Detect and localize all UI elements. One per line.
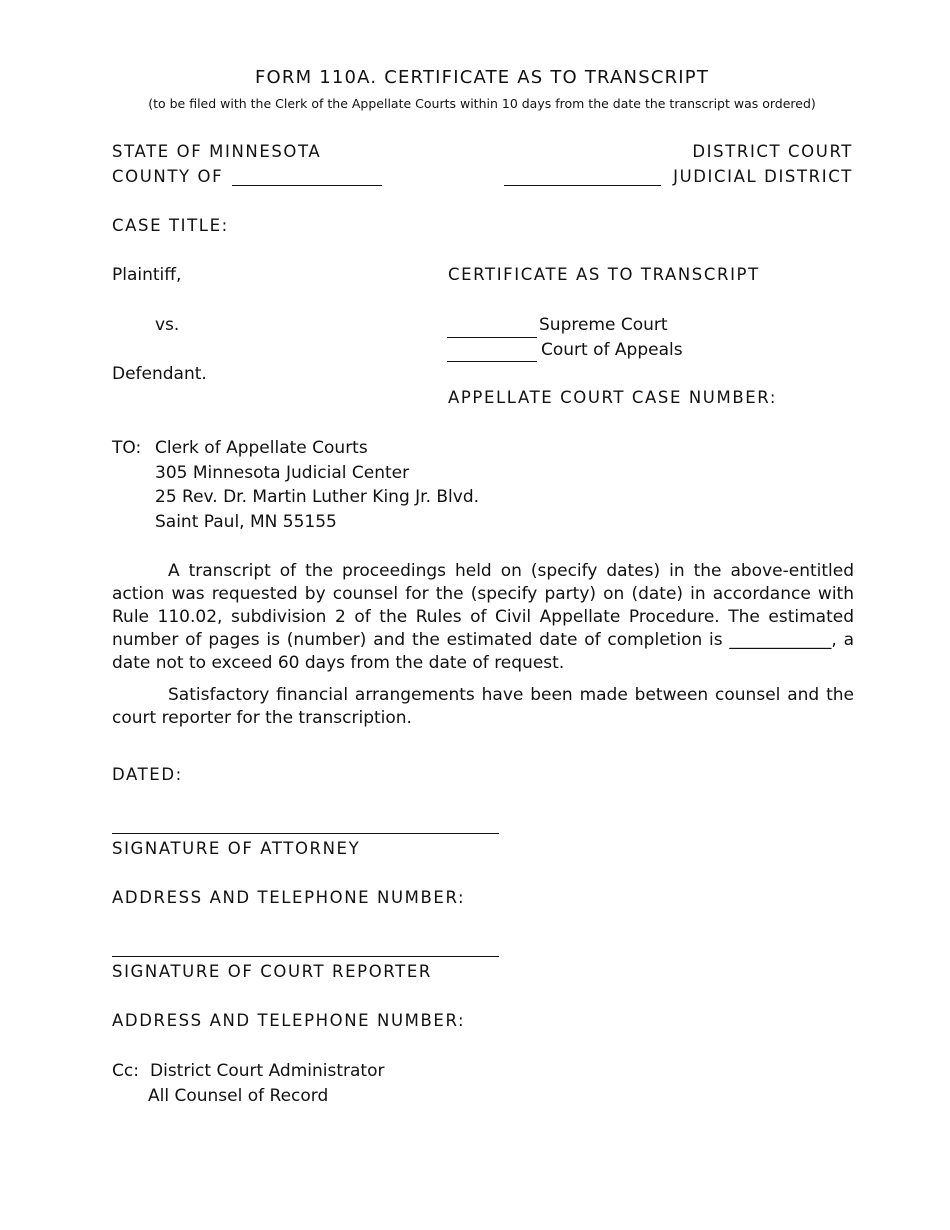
county-label: COUNTY OF [112,167,224,186]
transcript-request-paragraph: A transcript of the proceedings held on (specify dates) in the above-entitled action was requested by counsel for the (specify party) on (date) in accordance with Rule 110.02, subdivision 2 of the Rules of Civil Appellate Procedure. The estimated number of pages is (number) and the estimated date of completion is ____________, a date not to exceed 60 days from the date of request. [112,561,854,673]
certificate-heading: CERTIFICATE AS TO TRANSCRIPT [448,265,760,284]
financial-arrangements-paragraph: Satisfactory financial arrangements have been made between counsel and the court reporter for the transcription. [112,685,854,728]
cc-recipients [148,1059,384,1108]
attorney-address-label: ADDRESS AND TELEPHONE NUMBER: [112,888,466,907]
defendant-label: Defendant. [112,364,207,384]
court-of-appeals-checkbox-line[interactable] [447,361,537,362]
address-line: Saint Paul, MN 55155 [155,511,337,532]
judicial-district-label: JUDICIAL DISTRICT [673,167,853,186]
state-label: STATE OF MINNESOTA [112,142,322,161]
supreme-court-checkbox-line[interactable] [447,337,537,338]
form-title: FORM 110A. CERTIFICATE AS TO TRANSCRIPT [254,67,710,88]
case-title-label: CASE TITLE: [112,216,229,235]
judicial-district-blank-line[interactable] [504,185,661,186]
reporter-signature-line[interactable] [112,956,499,957]
court-of-appeals-label: Court of Appeals [541,340,683,360]
address-line: Clerk of Appellate Courts [155,438,368,458]
clerk-address [155,436,479,534]
to-label: TO: [112,438,142,458]
dated-label: DATED: [112,765,183,784]
plaintiff-label: Plaintiff, [112,265,182,285]
cc-recipient: District Court Administrator [150,1061,385,1081]
cc-recipient: All Counsel of Record [148,1085,329,1106]
attorney-signature-line[interactable] [112,833,499,834]
form-subtitle: (to be filed with the Clerk of the Appellate Courts within 10 days from the date the transcript was ordered) [148,96,816,111]
reporter-address-label: ADDRESS AND TELEPHONE NUMBER: [112,1011,466,1030]
address-line: 25 Rev. Dr. Martin Luther King Jr. Blvd. [155,487,480,507]
county-blank-line[interactable] [232,185,382,186]
reporter-signature-label: SIGNATURE OF COURT REPORTER [112,962,432,981]
supreme-court-label: Supreme Court [539,315,668,335]
attorney-signature-label: SIGNATURE OF ATTORNEY [112,839,361,858]
vs-label: vs. [155,315,180,335]
address-line: 305 Minnesota Judicial Center [155,462,410,483]
cc-label: Cc: [112,1061,139,1081]
district-court-label: DISTRICT COURT [692,142,853,161]
appellate-case-number-label: APPELLATE COURT CASE NUMBER: [448,388,777,407]
